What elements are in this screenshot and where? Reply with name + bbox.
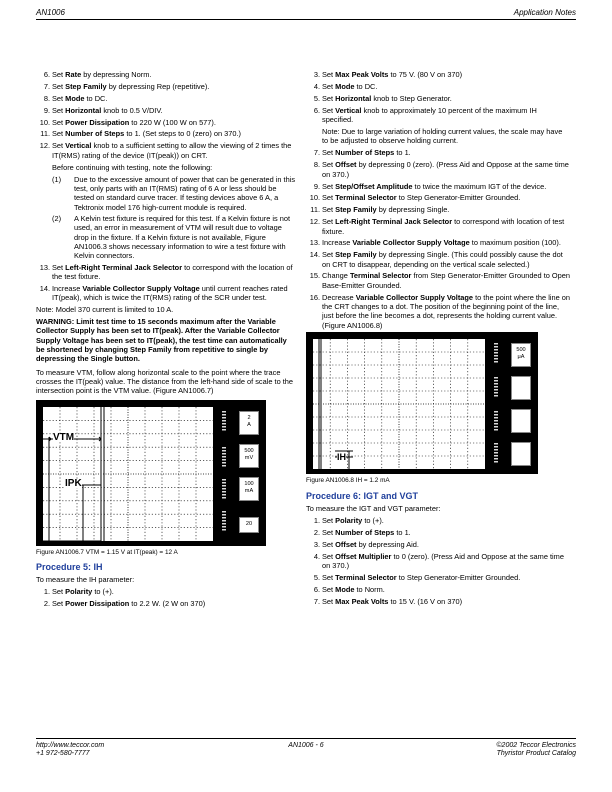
list-item (306, 106, 570, 125)
step-number: 2 . (306, 528, 320, 537)
list-item (306, 148, 570, 157)
step-keyword: Max Peak Volts (335, 70, 389, 79)
readout-vertical: 2 A (239, 411, 259, 435)
list-item (306, 70, 570, 79)
subnote-text: Due to the excessive amount of power that can be generated in this test, only parts with an IT(RMS) rating of 6 A or less should be tested on standard curve tracer. If testing devices above 6 A, a Tektronix model 176 high-current module is required. (74, 174, 296, 212)
step-text: Set Offset by depressing 0 (zero). (Press Aid and Oppose at the same time on 370.) (322, 160, 569, 179)
footer-copyright: ©2002 Teccor Electronics (496, 742, 576, 749)
crt-graticule (43, 407, 213, 541)
figure-8-caption: Figure AN1006.8 IH = 1.2 mA (306, 477, 390, 485)
step-text: Increase Variable Collector Supply Voltage until current reaches rated IT(peak), which is twice the IT(RMS) rating of the SCR under test. (52, 283, 288, 302)
step-keyword: Mode (335, 585, 355, 595)
page-footer (36, 738, 576, 758)
subnote-text: A Kelvin test fixture is required for this test. If a Kelvin fixture is not used, an error in measurement of VTM will result due to voltage drop in the fixture. If a Kelvin fixture is not available, Figure AN1006.3 shows necessary information to wire a test fixture with Kelvin connectors. (74, 214, 291, 261)
step-number: 8 . (306, 160, 320, 169)
step-number: 7 . (306, 597, 320, 606)
list-item (306, 238, 570, 247)
step-keyword: Number of Steps (335, 148, 395, 158)
doc-id: AN1006 (36, 8, 65, 17)
procedure-5-intro: To measure the IH parameter: (36, 575, 135, 585)
step-text: Set Left-Right Terminal Jack Selector to correspond with location of test fixture. (322, 217, 565, 236)
step-text: Set Step Family by depressing Single. (322, 205, 450, 215)
list-item (36, 70, 296, 79)
step-keyword: Power Dissipation (65, 117, 130, 127)
procedure-5-title: Procedure 5: IH (36, 561, 103, 572)
step-number: 11 . (36, 129, 50, 138)
procedure-6-intro: To measure the IGT and VGT parameter: (306, 504, 441, 514)
step-keyword: Rate (65, 70, 82, 79)
step-keyword: Number of Steps (335, 528, 395, 538)
step-number: 12 . (36, 141, 50, 150)
list-item (36, 94, 296, 103)
list-item (36, 118, 296, 127)
step-keyword: Max Peak Volts (335, 596, 389, 606)
step-number: 8 . (36, 94, 50, 103)
step-text: Set Power Dissipation to 220 W (100 W on 577). (52, 117, 216, 127)
crt-screen (43, 407, 213, 541)
list-item (36, 82, 296, 91)
list-item (306, 585, 570, 594)
steps-list-d (306, 148, 570, 329)
list-item (306, 82, 570, 91)
crt-screen (313, 339, 485, 469)
step-number: 11 . (306, 205, 320, 214)
left-column (36, 70, 296, 611)
step-text: Set Offset by depressing Aid. (322, 540, 419, 550)
step-keyword: Offset Multiplier (335, 552, 392, 561)
subnote-item (52, 175, 296, 212)
footer-catalog: Thyristor Product Catalog (496, 750, 576, 757)
step-number: 6 . (36, 70, 50, 79)
step-number: 6 . (306, 106, 320, 115)
procedure-6-steps (306, 516, 570, 606)
step-text: Set Mode to DC. (52, 93, 108, 103)
holding-current-note: Note: Due to large variation of holding current values, the scale may have to be adjusted to observe holding current. (322, 126, 563, 146)
step-text: Set Mode to DC. (322, 81, 378, 91)
steps-list-a (36, 70, 296, 160)
step-text: Set Left-Right Terminal Jack Selector to correspond with the location of the test fixture. (52, 262, 293, 281)
subnote-number: (2) (52, 214, 62, 224)
step-keyword: Left-Right Terminal Jack Selector (65, 262, 183, 272)
subnotes-list (36, 175, 296, 261)
step-text: Set Vertical knob to approximately 10 percent of the maximum IH specified. (322, 105, 537, 124)
step-number: 5 . (306, 573, 320, 582)
step-number: 1 . (306, 516, 320, 525)
step-number: 13 . (36, 263, 50, 272)
step-keyword: Offset (335, 540, 357, 550)
list-item (36, 587, 296, 596)
step-number: 4 . (306, 552, 320, 561)
step-number: 5 . (306, 94, 320, 103)
procedure-6-title: Procedure 6: IGT and VGT (306, 490, 419, 501)
list-item (36, 129, 296, 138)
step-text: Set Horizontal knob to 0.5 V/DIV. (52, 105, 163, 115)
step-keyword: Horizontal (335, 93, 372, 103)
step-keyword: Vertical (335, 105, 362, 115)
step-text: Set Terminal Selector to Step Generator-Emitter Grounded. (322, 573, 521, 583)
step-number: 1 . (36, 587, 50, 596)
crt-graticule (313, 339, 485, 469)
subnote-item (52, 214, 296, 260)
step-text: Set Number of Steps to 1. (322, 148, 411, 158)
procedure-5-steps (36, 587, 296, 608)
step-number: 3 . (306, 70, 320, 79)
step-text: Set Mode to Norm. (322, 585, 385, 595)
step-text: Set Max Peak Volts to 15 V. (16 V on 370) (322, 596, 463, 606)
step-number: 10 . (306, 193, 320, 202)
step-number: 13 . (306, 238, 320, 247)
step-number: 3 . (306, 540, 320, 549)
subnote-number: (1) (52, 174, 62, 184)
step-text: Set Max Peak Volts to 75 V. (80 V on 370) (322, 70, 463, 79)
before-testing-note: Before continuing with testing, note the following: (52, 162, 213, 172)
step-keyword: Terminal Selector (335, 573, 397, 583)
step-text: Set Terminal Selector to Step Generator-Emitter Grounded. (322, 193, 521, 203)
step-number: 10 . (36, 118, 50, 127)
list-item (36, 106, 296, 115)
step-number: 15 . (306, 271, 320, 280)
ipk-label: IPK (65, 477, 82, 489)
step-keyword: Offset (335, 160, 357, 170)
list-item (306, 217, 570, 236)
readout-gm (511, 442, 531, 466)
step-keyword: Step Family (65, 81, 107, 91)
vtm-label: VTM (53, 431, 75, 443)
figure-7-caption: Figure AN1006.7 VTM = 1.15 V at IT(peak) = 12 A (36, 548, 178, 556)
readout-horizontal: 500 mV (239, 444, 259, 468)
list-item (306, 205, 570, 214)
readout-gm: 20 (239, 517, 259, 533)
steps-list-b (36, 263, 296, 303)
step-number: 9 . (306, 182, 320, 191)
list-item (306, 94, 570, 103)
page-header (36, 6, 576, 20)
step-keyword: Step Family (335, 250, 377, 260)
list-item (306, 552, 570, 571)
list-item (306, 540, 570, 549)
readout-vertical: 500 μA (511, 343, 531, 367)
step-keyword: Variable Collector Supply Voltage (352, 238, 470, 248)
step-number: 12 . (306, 217, 320, 226)
list-item (306, 528, 570, 537)
step-text: Decrease Variable Collector Supply Voltage to the point where the line on the CRT changes to a dot. The position of the beginning point of the line, just before the line becomes a dot, represents the holding current value. (Figure AN1006.8) (322, 292, 570, 330)
footer-page: AN1006 - 6 (288, 742, 324, 749)
list-item (306, 182, 570, 191)
step-keyword: Power Dissipation (65, 599, 130, 609)
readout-step (511, 409, 531, 433)
step-keyword: Mode (65, 93, 85, 103)
step-keyword: Left-Right Terminal Jack Selector (335, 217, 453, 227)
list-item (36, 263, 296, 282)
measure-vtm-text: To measure VTM, follow along horizontal scale to the point where the trace crosses the IT(peak) value. The distance from the left-hand side of scale to the intersection point is the VTM value. (Figure AN1006.7) (36, 367, 294, 396)
list-item (306, 160, 570, 179)
step-text: Set Power Dissipation to 2.2 W. (2 W on 370) (52, 599, 206, 609)
list-item (306, 293, 570, 330)
step-number: 7 . (306, 148, 320, 157)
step-text: Set Rate by depressing Norm. (52, 70, 152, 79)
section-title: Application Notes (513, 8, 576, 17)
step-keyword: Terminal Selector (349, 271, 412, 281)
list-item (36, 599, 296, 608)
step-keyword: Terminal Selector (335, 193, 397, 203)
step-keyword: Horizontal (65, 105, 102, 115)
figure-an1006-8 (306, 332, 538, 474)
step-text: Set Polarity to (+). (322, 516, 384, 526)
footer-url[interactable]: http://www.teccor.com (36, 742, 105, 749)
list-item (306, 250, 570, 269)
step-text: Change Terminal Selector from Step Generator-Emitter Grounded to Open Base-Emitter Grounded. (322, 271, 571, 290)
step-text: Set Offset Multiplier to 0 (zero). (Press Aid and Oppose at the same time on 370.) (322, 552, 564, 571)
step-keyword: Polarity (65, 587, 93, 597)
steps-list-c (306, 70, 570, 124)
step-text: Set Number of Steps to 1. (Set steps to 0 (zero) on 370.) (52, 129, 241, 139)
step-number: 9 . (36, 106, 50, 115)
step-keyword: Mode (335, 81, 355, 91)
list-item (306, 597, 570, 606)
step-text: Set Step/Offset Amplitude to twice the maximum IGT of the device. (322, 181, 547, 191)
right-column (306, 70, 570, 609)
step-keyword: Vertical (65, 141, 92, 151)
figure-an1006-7 (36, 400, 266, 546)
list-item (306, 271, 570, 290)
step-text: Set Step Family by depressing Single. (This could possibly cause the dot on CRT to disappear, depending on the vertical scale selected.) (322, 250, 563, 269)
step-number: 2 . (36, 599, 50, 608)
model-note: Note: Model 370 current is limited to 10 A. (36, 304, 174, 314)
step-text: Set Number of Steps to 1. (322, 528, 411, 538)
step-text: Increase Variable Collector Supply Voltage to maximum position (100). (322, 238, 561, 248)
step-number: 14 . (36, 284, 50, 293)
list-item (36, 284, 296, 303)
step-text: Set Vertical knob to a sufficient setting to allow the viewing of 2 times the IT(RMS) rating of the device (IT(peak)) on CRT. (52, 141, 292, 160)
warning-text: WARNING: Limit test time to 15 seconds maximum after the Variable Collector Supply has been set to IT(peak). After the Variable Collector Supply Voltage has been set to IT(peak), the test time can automatically be shortened by changing Step Family from repetitive to single by depressing the Single button. (36, 317, 287, 364)
list-item (306, 516, 570, 525)
step-keyword: Polarity (335, 516, 363, 526)
list-item (306, 193, 570, 202)
list-item (36, 141, 296, 160)
step-text: Set Step Family by depressing Rep (repetitive). (52, 81, 210, 91)
readout-step: 100 mA (239, 477, 259, 501)
footer-phone: +1 972-580-7777 (36, 750, 90, 757)
step-keyword: Step Family (335, 205, 377, 215)
step-number: 6 . (306, 585, 320, 594)
list-item (306, 573, 570, 582)
step-number: 4 . (306, 82, 320, 91)
step-keyword: Number of Steps (65, 129, 125, 139)
step-keyword: Variable Collector Supply Voltage (82, 283, 200, 293)
step-keyword: Step/Offset Amplitude (335, 181, 413, 191)
ih-label: IH (337, 452, 346, 463)
step-text: Set Horizontal knob to Step Generator. (322, 93, 452, 103)
step-number: 16 . (306, 293, 320, 302)
step-number: 7 . (36, 82, 50, 91)
step-number: 14 . (306, 250, 320, 259)
step-text: Set Polarity to (+). (52, 587, 114, 597)
step-keyword: Variable Collector Supply Voltage (355, 292, 474, 302)
readout-horizontal (511, 376, 531, 400)
